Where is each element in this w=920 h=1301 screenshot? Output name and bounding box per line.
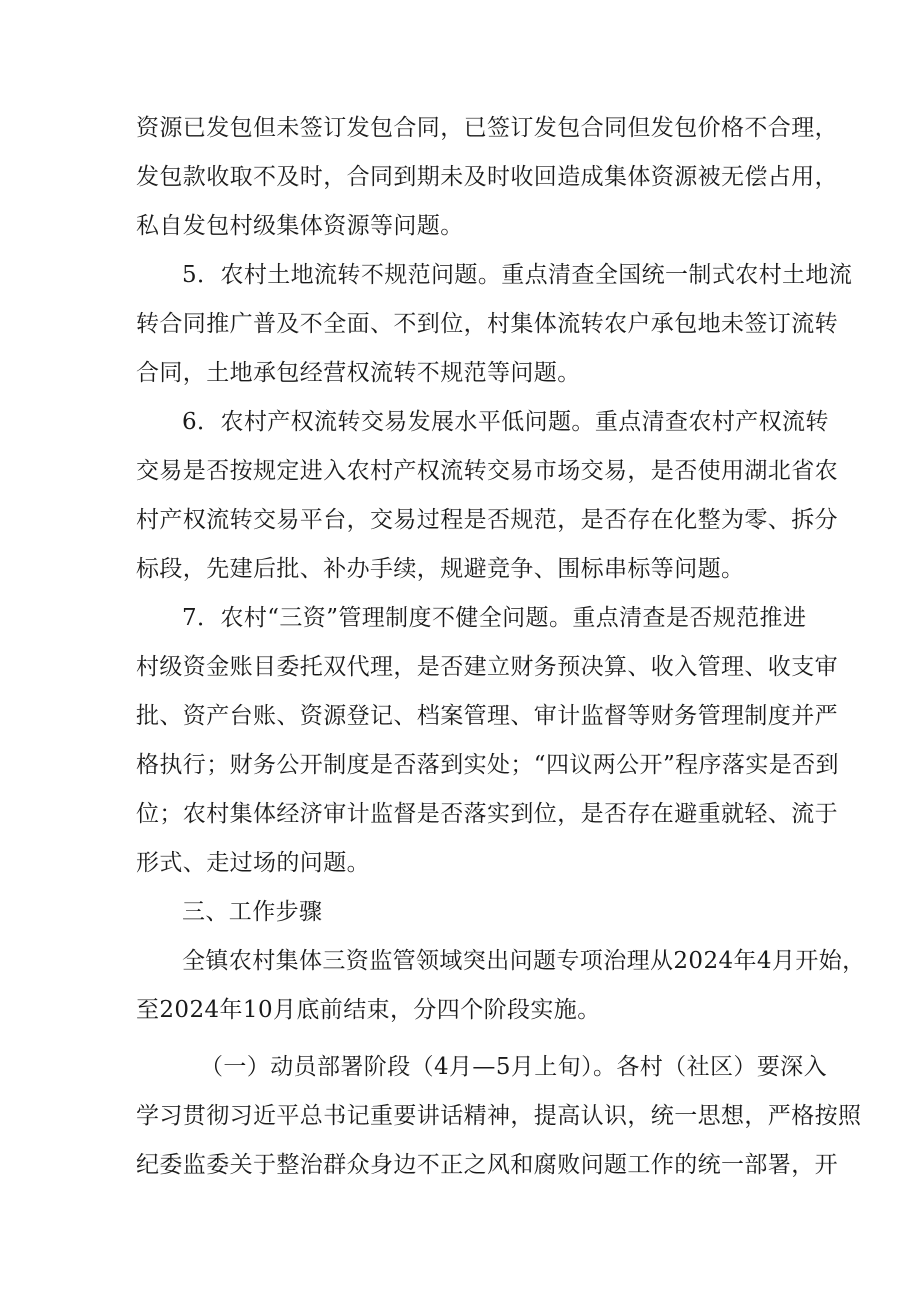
paragraph-7-heading: 7．农村“三资”管理制度不健全问题。重点清查是否规范推进 xyxy=(182,605,807,631)
text-line: 交易是否按规定进入农村产权流转交易市场交易，是否使用湖北省农 xyxy=(136,458,838,484)
section-heading: 三、工作步骤 xyxy=(182,899,323,925)
text-line: 私自发包村级集体资源等问题。 xyxy=(136,213,464,239)
paragraph-6-heading: 6．农村产权流转交易发展水平低问题。重点清查农村产权流转 xyxy=(182,409,829,435)
text-line: 位；农村集体经济审计监督是否落实到位，是否存在避重就轻、流于 xyxy=(136,801,838,827)
text-line: 学习贯彻习近平总书记重要讲话精神，提高认识，统一思想，严格按照 xyxy=(136,1103,862,1129)
text-line: 村级资金账目委托双代理，是否建立财务预决算、收入管理、收支审 xyxy=(136,654,838,680)
paragraph-5-heading: 5．农村土地流转不规范问题。重点清查全国统一制式农村土地流 xyxy=(182,262,853,288)
stage-1-heading: （一）动员部署阶段（4月—5月上旬）。各村（社区）要深入 xyxy=(200,1054,827,1080)
text-line: 批、资产台账、资源登记、档案管理、审计监督等财务管理制度并严 xyxy=(136,703,838,729)
text-line: 发包款收取不及时，合同到期未及时收回造成集体资源被无偿占用， xyxy=(136,164,838,190)
text-line: 全镇农村集体三资监管领域突出问题专项治理从2024年4月开始， xyxy=(182,948,866,974)
text-line: 标段，先建后批、补办手续，规避竞争、围标串标等问题。 xyxy=(136,556,745,582)
text-line: 形式、走过场的问题。 xyxy=(136,850,370,876)
text-line: 合同，土地承包经营权流转不规范等问题。 xyxy=(136,360,581,386)
text-line: 格执行；财务公开制度是否落到实处；“四议两公开”程序落实是否到 xyxy=(136,752,839,778)
text-line: 至2024年10月底前结束，分四个阶段实施。 xyxy=(136,997,601,1023)
text-line: 村产权流转交易平台，交易过程是否规范，是否存在化整为零、拆分 xyxy=(136,507,838,533)
text-line: 纪委监委关于整治群众身边不正之风和腐败问题工作的统一部署，开 xyxy=(136,1152,838,1178)
text-line: 资源已发包但未签订发包合同，已签订发包合同但发包价格不合理， xyxy=(136,115,838,141)
text-line: 转合同推广普及不全面、不到位，村集体流转农户承包地未签订流转 xyxy=(136,311,838,337)
